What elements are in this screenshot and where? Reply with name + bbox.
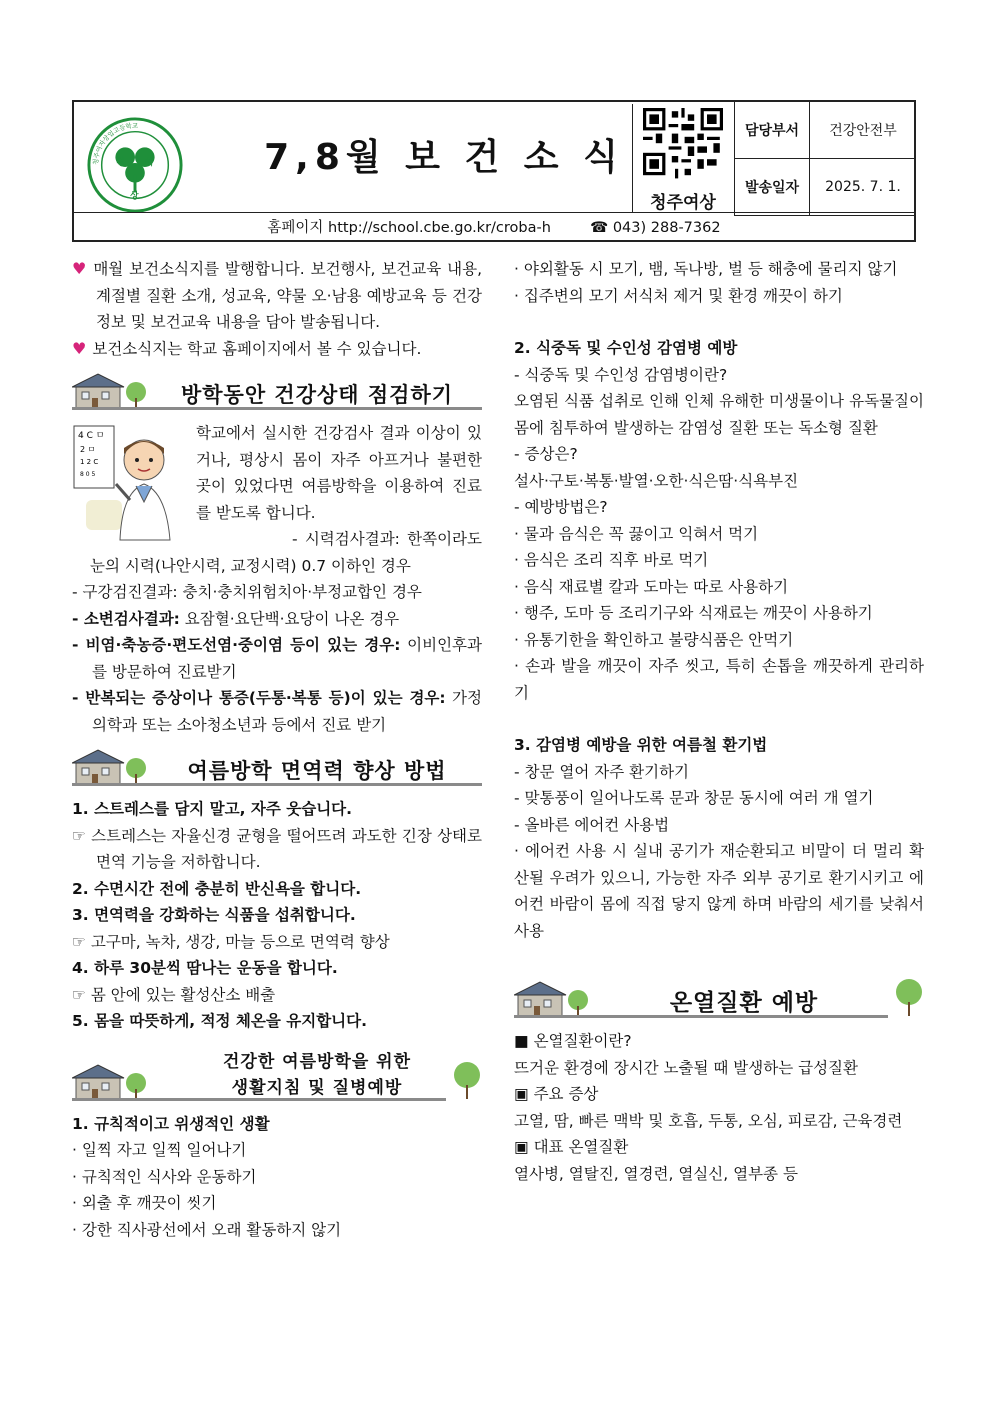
food-item-2: · 음식은 조리 직후 바로 먹기 — [514, 551, 709, 569]
heat-a: 뜨거운 환경에 장시간 노출될 때 발생하는 급성질환 — [514, 1058, 858, 1077]
info-table — [734, 102, 916, 216]
left-column — [72, 256, 482, 1243]
heat-q: ■ 온열질환이란? — [514, 1032, 632, 1050]
heat-symptoms-label: ▣ 주요 증상 — [514, 1085, 599, 1103]
immunity-line-7: ☞ 몸 안에 있는 활성산소 배출 — [72, 985, 276, 1004]
date-label: 발송일자 — [735, 159, 810, 216]
vent-item-3: - 올바른 에어컨 사용법 — [514, 815, 670, 834]
hand-pointer-icon: ☞ — [72, 932, 86, 951]
food-item-4: · 행주, 도마 등 조리기구와 식재료는 깨끗이 사용하기 — [514, 604, 873, 622]
qr-code-icon[interactable] — [643, 108, 723, 188]
svg-text:8 0 5: 8 0 5 — [80, 471, 96, 478]
food-item-1: · 물과 음식은 꼭 끓이고 익혀서 먹기 — [514, 524, 759, 543]
lifestyle-sub1: 1. 규칙적이고 위생적인 생활 — [72, 1114, 270, 1133]
checkup-item-2: - 구강검진결과: 충치·충치위험치아·부정교합인 경우 — [72, 583, 422, 601]
section-banner-immunity — [72, 744, 482, 792]
house-icon — [72, 372, 150, 408]
food-a1: 오염된 식품 섭취로 인해 인체 유해한 미생물이나 유독물질이 몸에 침투하여 발생하는 감염성 질환 또는 독소형 질환 — [514, 392, 924, 437]
food-q3: - 예방방법은? — [514, 498, 608, 516]
intro-item-1: ♥ 매월 보건소식지를 발행합니다. 보건행사, 보건교육 내용, 계절별 질환 소개, 성교육, 약물 오·남용 예방교육 등 건강정보 및 보건교육 내용을 담아 발송됩니다. — [72, 259, 483, 331]
section-title-lifestyle: 건강한 여름방학을 위한 생활지침 및 질병예방 — [222, 1051, 412, 1098]
ventilation-subtitle: 3. 감염병 예방을 위한 여름철 환기법 — [514, 736, 768, 754]
immunity-line-5: ☞ 고구마, 녹차, 생강, 마늘 등으로 면역력 향상 — [72, 932, 390, 951]
immunity-line-2: ☞ 스트레스는 자율신경 균형을 떨어뜨려 과도한 긴장 상태로 면역 기능을 저하합니다. — [72, 826, 482, 871]
logo-text: 청주여자상업고등학교 — [91, 121, 139, 166]
food-item-3: · 음식 재료별 칼과 도마는 따로 사용하기 — [514, 577, 789, 596]
checkup-paragraph: 학교에서 실시한 건강검사 결과 이상이 있거나, 평상시 몸이 자주 아프거나 불편한 곳이 있었다면 여름방학을 이용하여 진료를 받도록 합니다. — [196, 424, 482, 522]
immunity-line-3: 2. 수면시간 전에 충분히 반신욕을 합니다. — [72, 879, 362, 898]
food-item-5: · 유통기한을 확인하고 불량식품은 안먹기 — [514, 630, 794, 649]
vent-item-4: · 에어컨 사용 시 실내 공기가 재순환되고 비말이 더 멀리 확산될 우려가 있으니, 가능한 자주 외부 공기로 환기시키고 에어컨 바람이 몸에 직접 닿지 않게 하며 바람의 세기를 낮춰서 사용 — [514, 842, 924, 940]
food-a2: 설사·구토·복통·발열·오한·식은땀·식욕부진 — [514, 471, 799, 490]
phone-icon: ☎ — [590, 220, 609, 236]
hand-pointer-icon: ☞ — [72, 985, 86, 1004]
checkup-item-5: - 반복되는 증상이나 통증(두통·복통 등)이 있는 경우: 가정의학과 또는 소아청소년과 등에서 진료 받기 — [72, 689, 482, 734]
lifestyle-item-4: · 강한 직사광선에서 오래 활동하지 않기 — [72, 1220, 342, 1239]
heart-icon: ♥ — [72, 338, 87, 358]
heat-symptoms: 고열, 땀, 빠른 맥박 및 호흡, 두통, 오심, 피로감, 근육경련 — [514, 1111, 903, 1130]
page-title: 7,8월 보 건 소 식 — [264, 137, 624, 178]
section-title-heat: 온열질환 예방 — [669, 989, 819, 1016]
immunity-line-1: 1. 스트레스를 담지 말고, 자주 웃습니다. — [72, 800, 353, 818]
checkup-item-4: - 비염·축농증·편도선염·중이염 등이 있는 경우: 이비인후과를 방문하여 진료받기 — [72, 636, 482, 681]
qr-code-block[interactable] — [632, 104, 733, 212]
heat-representative-label: ▣ 대표 온열질환 — [514, 1138, 629, 1156]
food-q1: - 식중독 및 수인성 감염병이란? — [514, 365, 728, 384]
vent-item-2: - 맞통풍이 일어나도록 문과 창문 동시에 여러 개 열기 — [514, 789, 874, 807]
immunity-line-4: 3. 면역력을 강화하는 식품을 섭취합니다. — [72, 906, 356, 924]
header-box — [72, 100, 916, 242]
homepage-bar — [74, 212, 914, 243]
section-banner-heat — [514, 974, 924, 1024]
outdoor-item-2: · 집주변의 모기 서식처 제거 및 환경 깨끗이 하기 — [514, 286, 843, 305]
outdoor-item-1: · 야외활동 시 모기, 뱀, 독나방, 벌 등 해충에 물리지 않기 — [514, 260, 898, 278]
section-title-immunity: 여름방학 면역력 향상 방법 — [187, 758, 447, 783]
immunity-line-6: 4. 하루 30분씩 땀나는 운동을 합니다. — [72, 959, 338, 977]
qr-label: 청주여상 — [650, 193, 716, 213]
lifestyle-item-2: · 규칙적인 식사와 운동하기 — [72, 1167, 257, 1186]
tree-icon — [894, 976, 924, 1016]
intro-item-2: ♥ 보건소식지는 학교 홈페이지에서 볼 수 있습니다. — [72, 338, 422, 358]
phone-number: 043) 288-7362 — [612, 220, 721, 236]
checkup-item-1: - 시력검사결과: 한쪽이라도 눈의 시력(나안시력, 교정시력) 0.7 이하인 경우 — [90, 530, 482, 575]
food-item-6: · 손과 발을 깨끗이 자주 씻고, 특히 손톱을 깨끗하게 관리하기 — [514, 657, 924, 702]
heat-representative: 열사병, 열탈진, 열경련, 열실신, 열부종 등 — [514, 1164, 798, 1183]
logo-char-1: 청 — [116, 158, 125, 168]
food-poisoning-subtitle: 2. 식중독 및 수인성 감염병 예방 — [514, 339, 738, 357]
heart-icon: ♥ — [72, 259, 88, 278]
hand-pointer-icon: ☞ — [72, 826, 86, 845]
checkup-item-3: - 소변검사결과: 요잠혈·요단백·요당이 나온 경우 — [72, 609, 400, 628]
house-icon — [514, 980, 592, 1016]
lifestyle-item-1: · 일찍 자고 일찍 일어나기 — [72, 1141, 247, 1159]
section-banner-lifestyle — [72, 1041, 482, 1107]
dept-label: 담당부서 — [735, 102, 810, 159]
food-q2: - 증상은? — [514, 445, 578, 463]
vent-item-1: - 창문 열어 자주 환기하기 — [514, 762, 690, 781]
homepage-label: 홈페이지 — [267, 220, 324, 236]
house-icon — [72, 1063, 150, 1099]
right-column — [514, 256, 924, 1187]
svg-text:2 ㅁ: 2 ㅁ — [80, 445, 96, 454]
svg-text:4 C ㅁ: 4 C ㅁ — [78, 431, 105, 441]
doctor-eye-chart-illustration — [72, 422, 190, 542]
homepage-link[interactable]: http://school.cbe.go.kr/croba-h — [328, 220, 551, 236]
logo-char-3: 상 — [130, 191, 139, 202]
section-banner-checkup — [72, 368, 482, 416]
dept-value: 건강안전부 — [810, 102, 917, 159]
svg-text:1 2 C: 1 2 C — [80, 458, 99, 466]
date-value: 2025. 7. 1. — [810, 159, 917, 216]
school-logo — [86, 116, 184, 214]
house-icon — [72, 748, 150, 784]
logo-char-2: 여 — [144, 158, 154, 168]
immunity-line-8: 5. 몸을 따뜻하게, 적정 체온을 유지합니다. — [72, 1012, 367, 1030]
lifestyle-item-3: · 외출 후 깨끗이 씻기 — [72, 1194, 217, 1212]
section-title-checkup: 방학동안 건강상태 점검하기 — [180, 382, 454, 407]
